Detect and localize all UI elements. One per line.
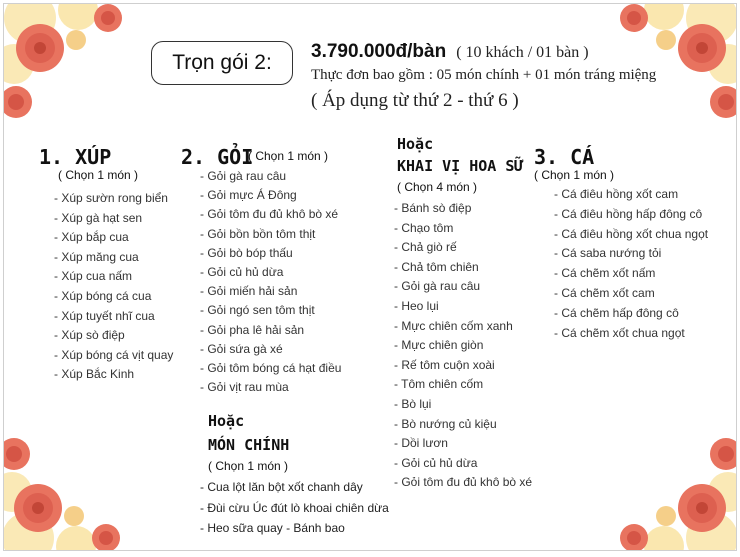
list-item: - Cua lột lăn bột xốt chanh dây [200,480,363,494]
appetizer-or-label: Hoặc [397,135,434,153]
list-item: - Heo lụi [394,298,439,313]
menu-page [3,3,737,551]
list-item: - Gỏi ngó sen tôm thịt [200,303,315,318]
list-item: - Xúp bắp cua [54,230,129,245]
list-item: - Rế tôm cuộn xoài [394,357,495,372]
appetizer-note: ( Chọn 4 món ) [397,180,478,194]
list-item: - Xúp gà hạt sen [54,210,143,225]
list-item: - Gỏi mực Á Đông [200,188,297,203]
list-item: - Gỏi sứa gà xé [200,341,283,356]
list-item: - Bò lụi [394,396,432,411]
list-item: - Gỏi bò bóp thấu [200,245,293,260]
list-item: - Xúp bóng cá vịt quay [54,347,174,362]
list-item: - Cá điêu hồng xốt chua ngọt [554,226,709,241]
main-note: ( Chọn 1 món ) [208,459,289,473]
list-item: - Bánh sò điệp [394,201,472,215]
list-item: - Bò nướng củ kiệu [394,416,497,431]
package-title-box [151,41,293,85]
guest-count: ( 10 khách / 01 bàn ) [456,44,589,61]
list-item: - Xúp Bắc Kinh [54,367,135,382]
list-item: - Xúp sò điệp [54,328,125,343]
list-item: - Gỏi vịt rau mùa [200,380,289,395]
main-or-label: Hoặc [208,412,245,430]
list-item: - Gỏi miến hải sản [200,284,298,299]
fish-list [554,185,708,343]
package-title: Trọn gói 2: [172,51,272,74]
list-item: - Chả tôm chiên [394,259,479,274]
soup-heading: 1. XÚP [39,145,112,169]
list-item: - Gỏi tôm bóng cá hạt điều [200,360,342,375]
package-price: 3.790.000đ/bàn [311,41,447,62]
list-item: - Cá điêu hồng xốt cam [554,187,679,201]
list-item: - Gỏi tôm đu đủ khô bò xé [200,207,339,222]
list-item: - Mực chiên cốm xanh [394,318,513,333]
list-item: - Heo sữa quay - Bánh bao [200,521,345,535]
list-item: - Tôm chiên cốm [394,377,484,392]
list-item: - Cá điêu hồng hấp đông cô [554,206,703,221]
rose-corner-icon [612,3,737,128]
list-item: - Cá chẽm xốt cam [554,285,655,300]
price-line [311,41,589,63]
list-item: - Gỏi củ hủ dừa [200,264,284,279]
list-item: - Xúp măng cua [54,249,139,264]
rose-corner-icon [3,3,130,128]
list-item: - Gỏi bồn bồn tôm thịt [200,226,316,241]
salad-heading: 2. GỎI [181,145,254,169]
list-item: - Xúp cua nấm [54,269,133,284]
rose-corner-icon [3,428,128,551]
main-list [200,477,389,539]
list-item: - Xúp bóng cá cua [54,288,152,303]
list-item: - Cá saba nướng tỏi [554,246,662,261]
list-item: - Mực chiên giòn [394,338,484,353]
soup-note: ( Chọn 1 món ) [58,168,139,182]
soup-list [54,189,173,385]
list-item: - Cá chẽm xốt nấm [554,266,656,281]
list-item: - Gỏi tôm đu đủ khô bò xé [394,475,533,490]
list-item: - Gỏi gà rau câu [394,279,481,294]
salad-note: ( Chọn 1 món ) [248,149,329,163]
list-item: - Gỏi gà rau câu [200,169,287,183]
appetizer-heading: KHAI VỊ HOA SỮ [397,157,524,175]
appetizer-list [394,199,532,493]
applicable-days: ( Áp dụng từ thứ 2 - thứ 6 ) [311,90,519,111]
list-item: - Chả giò rế [394,240,457,255]
fish-heading: 3. CÁ [534,145,595,169]
list-item: - Cá chẽm xốt chua ngọt [554,325,685,340]
list-item: - Chạo tôm [394,220,454,235]
salad-list [200,167,341,397]
list-item: - Đùi cừu Úc đút lò khoai chiên dừa [200,500,389,515]
list-item: - Gỏi củ hủ dừa [394,455,478,470]
list-item: - Dồi lươn [394,436,448,451]
main-heading: MÓN CHÍNH [208,436,290,454]
rose-corner-icon [612,428,737,551]
fish-note: ( Chọn 1 món ) [534,168,615,182]
menu-includes: Thực đơn bao gồm : 05 món chính + 01 món tráng miệng [311,67,657,83]
list-item: - Xúp tuyết nhĩ cua [54,308,155,323]
list-item: - Cá chẽm hấp đông cô [554,305,679,320]
list-item: - Gỏi pha lê hải sản [200,322,305,337]
list-item: - Xúp sườn rong biển [54,191,168,205]
